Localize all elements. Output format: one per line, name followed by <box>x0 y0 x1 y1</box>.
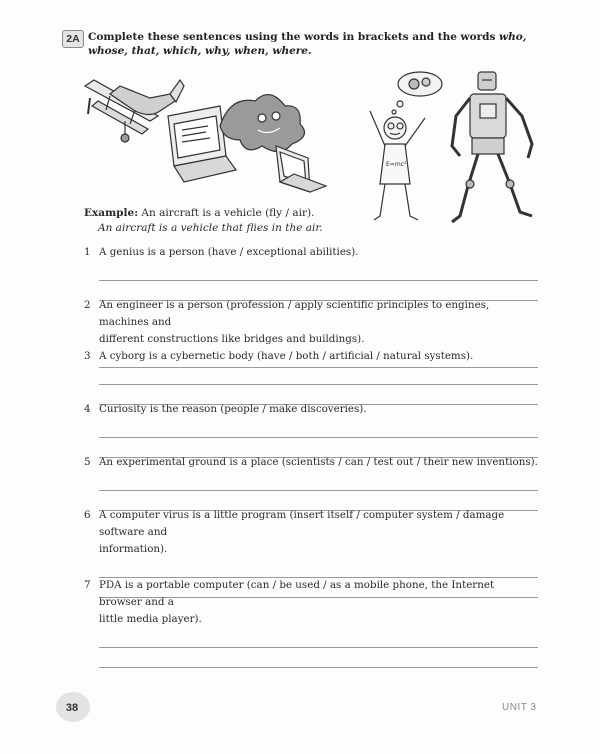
exercise-line <box>84 331 538 348</box>
illustration <box>80 66 550 226</box>
answer-line[interactable] <box>99 558 538 578</box>
exercise-number: 6 <box>84 509 91 521</box>
unit-label: UNIT 3 <box>502 702 537 713</box>
task-label: 2A <box>62 30 84 48</box>
exercise-text: A computer virus is a little program (insert itself / computer system / damage software and <box>99 509 505 538</box>
robot-icon <box>452 72 532 222</box>
task-instruction <box>88 30 528 58</box>
exercise-line <box>84 297 538 331</box>
exercise-number: 1 <box>84 246 91 258</box>
exercise-item <box>84 577 538 668</box>
exercise-item <box>84 454 538 511</box>
answer-line[interactable] <box>99 365 538 385</box>
exercise-line <box>84 244 538 261</box>
exercise-line <box>84 611 538 628</box>
exercise-item <box>84 348 538 405</box>
exercise-text: little media player). <box>99 613 202 625</box>
answer-line[interactable] <box>99 628 538 648</box>
exercise-number: 2 <box>84 299 91 311</box>
exercise-item <box>84 244 538 301</box>
exercise-line <box>84 577 538 611</box>
laptop-virus-icon <box>168 95 326 192</box>
exercise-line <box>84 401 538 418</box>
formula-text: E=mc² <box>386 161 407 168</box>
exercise-item <box>84 401 538 458</box>
example-block <box>84 206 544 236</box>
scientist-icon <box>370 72 442 220</box>
exercise-text: An experimental ground is a place (scientists / can / test out / their new inventions). <box>99 456 538 468</box>
example-label: Example: <box>84 207 139 219</box>
instruction-words: who, whose, that, which, why, when, where. <box>88 31 527 57</box>
answer-line[interactable] <box>99 261 538 281</box>
example-answer: An aircraft is a vehicle that flies in the air. <box>98 222 323 234</box>
exercise-line <box>84 541 538 558</box>
answer-line[interactable] <box>99 471 538 491</box>
exercise-line <box>84 348 538 365</box>
exercise-text: PDA is a portable computer (can / be used / as a mobile phone, the Internet browser and a <box>99 579 495 608</box>
biplane-icon <box>85 80 184 142</box>
example-prompt: An aircraft is a vehicle (fly / air). <box>141 207 315 219</box>
exercise-text: information). <box>99 543 168 555</box>
exercise-text: An engineer is a person (profession / apply scientific principles to engines, machines and <box>99 299 490 328</box>
answer-line[interactable] <box>99 648 538 668</box>
exercise-line <box>84 507 538 541</box>
exercise-text: A cyborg is a cybernetic body (have / both / artificial / natural systems). <box>99 350 474 362</box>
instruction-text: Complete these sentences using the words in brackets and the words <box>88 31 496 43</box>
page-number: 38 <box>65 702 79 714</box>
exercise-number: 3 <box>84 350 91 362</box>
exercise-number: 7 <box>84 579 91 591</box>
exercise-number: 5 <box>84 456 91 468</box>
exercise-text: Curiosity is the reason (people / make discoveries). <box>99 403 367 415</box>
exercise-line <box>84 454 538 471</box>
answer-line[interactable] <box>99 418 538 438</box>
exercise-text: different constructions like bridges and buildings). <box>99 333 365 345</box>
exercise-number: 4 <box>84 403 91 415</box>
exercise-text: A genius is a person (have / exceptional abilities). <box>99 246 359 258</box>
